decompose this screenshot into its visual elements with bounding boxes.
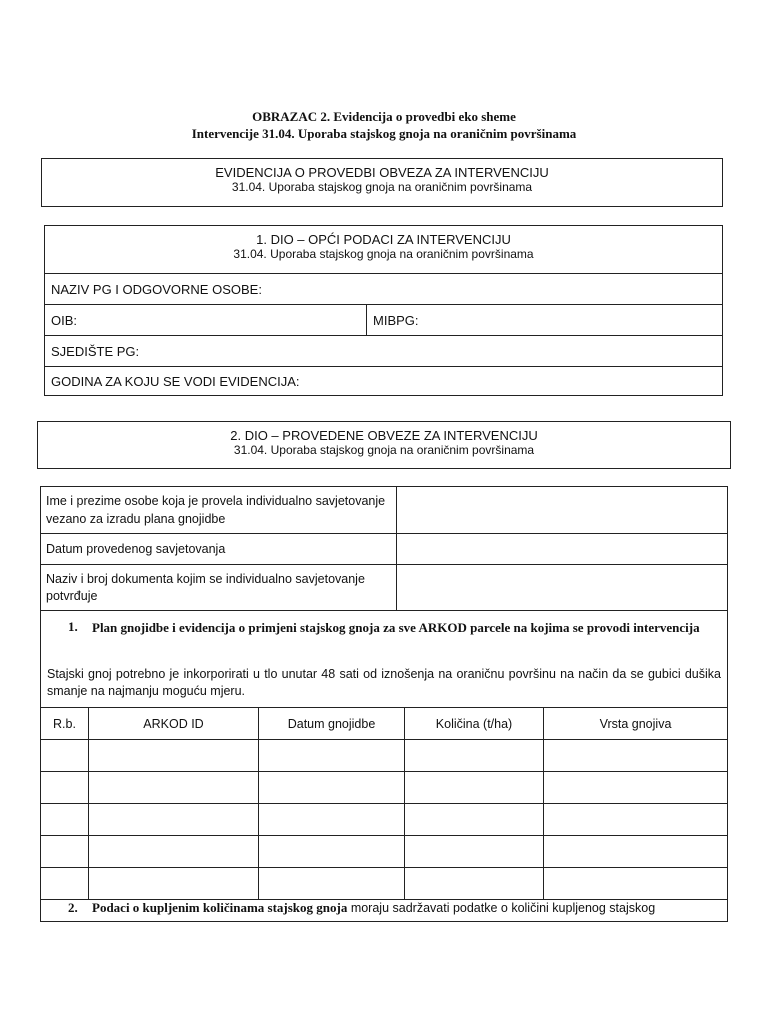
cell-arkod-id[interactable]	[89, 772, 259, 804]
evidence-box-title: EVIDENCIJA O PROVEDBI OBVEZA ZA INTERVENCIJU	[215, 165, 549, 180]
part1-title: 1. DIO – OPĆI PODACI ZA INTERVENCIJU	[256, 232, 511, 247]
cell-arkod-id[interactable]	[89, 836, 259, 868]
field-mibpg[interactable]	[367, 305, 419, 335]
advisory-person-label: Ime i prezime osobe koja je provela individualno savjetovanje vezano za izradu plana gnojidbe	[41, 487, 397, 534]
part1-header	[45, 226, 722, 266]
cell-quantity[interactable]	[405, 868, 544, 900]
cell-quantity[interactable]	[405, 740, 544, 772]
part1-subtitle: 31.04. Uporaba stajskog gnoja na oraničnim površinama	[233, 247, 534, 261]
field-oib[interactable]	[45, 305, 367, 335]
field-seat[interactable]	[45, 335, 722, 366]
cell-date[interactable]	[259, 868, 405, 900]
cell-rb[interactable]	[41, 740, 89, 772]
table-row	[41, 487, 728, 534]
advisory-date-input[interactable]	[397, 534, 728, 565]
field-mibpg-label: MIBPG:	[373, 312, 419, 328]
section1-number: 1.	[68, 619, 78, 634]
cell-date[interactable]	[259, 804, 405, 836]
field-oib-mibpg-row	[45, 304, 722, 335]
section2-paragraph	[92, 900, 721, 916]
cell-rb[interactable]	[41, 868, 89, 900]
cell-rb[interactable]	[41, 836, 89, 868]
advisory-document-label: Naziv i broj dokumenta kojim se individualno savjetovanje potvrđuje	[41, 565, 397, 611]
table-row	[41, 772, 728, 804]
col-fertilizer-type: Vrsta gnojiva	[544, 708, 728, 740]
cell-fertilizer-type[interactable]	[544, 740, 728, 772]
section2-number: 2.	[68, 900, 78, 915]
cell-quantity[interactable]	[405, 772, 544, 804]
advisory-date-label: Datum provedenog savjetovanja	[41, 534, 397, 565]
part2-title: 2. DIO – PROVEDENE OBVEZE ZA INTERVENCIJU	[230, 428, 538, 443]
cell-date[interactable]	[259, 772, 405, 804]
section2-text: moraju sadržavati podatke o količini kupljenog stajskog	[347, 901, 656, 915]
advisory-document-input[interactable]	[397, 565, 728, 611]
part2-subtitle: 31.04. Uporaba stajskog gnoja na oraničnim površinama	[233, 443, 535, 457]
cell-quantity[interactable]	[405, 804, 544, 836]
cell-arkod-id[interactable]	[89, 868, 259, 900]
fertilization-table	[40, 707, 728, 900]
col-date: Datum gnojidbe	[259, 708, 405, 740]
evidence-header-box	[41, 158, 723, 207]
cell-rb[interactable]	[41, 804, 89, 836]
field-year[interactable]	[45, 366, 722, 396]
field-oib-label: OIB:	[51, 312, 78, 328]
col-quantity: Količina (t/ha)	[405, 708, 544, 740]
table-row	[41, 565, 728, 611]
field-seat-label: SJEDIŠTE PG:	[51, 343, 140, 359]
section1-box	[40, 611, 728, 922]
table-row	[41, 740, 728, 772]
table-row	[41, 836, 728, 868]
cell-arkod-id[interactable]	[89, 804, 259, 836]
section1-heading: Plan gnojidbe i evidencija o primjeni stajskog gnoja za sve ARKOD parcele na kojima se provodi intervencija	[92, 620, 700, 635]
evidence-box-subtitle: 31.04. Uporaba stajskog gnoja na oraničnim površinama	[231, 180, 533, 194]
cell-rb[interactable]	[41, 772, 89, 804]
table-header-row	[41, 708, 728, 740]
table-row	[41, 534, 728, 565]
advisory-table	[40, 486, 728, 611]
field-pg-name[interactable]	[45, 273, 722, 304]
field-pg-name-label: NAZIV PG I ODGOVORNE OSOBE:	[51, 281, 262, 297]
cell-fertilizer-type[interactable]	[544, 836, 728, 868]
table-row	[41, 868, 728, 900]
cell-date[interactable]	[259, 740, 405, 772]
cell-arkod-id[interactable]	[89, 740, 259, 772]
part2-box	[37, 421, 731, 469]
col-arkod-id: ARKOD ID	[89, 708, 259, 740]
form-subtitle: Intervencije 31.04. Uporaba stajskog gnoja na oraničnim površinama	[191, 126, 577, 141]
cell-fertilizer-type[interactable]	[544, 772, 728, 804]
cell-fertilizer-type[interactable]	[544, 804, 728, 836]
cell-date[interactable]	[259, 836, 405, 868]
table-row	[41, 804, 728, 836]
form-title: OBRAZAC 2. Evidencija o provedbi eko sheme	[252, 109, 516, 124]
advisory-person-input[interactable]	[397, 487, 728, 534]
section2-heading: Podaci o kupljenim količinama stajskog gnoja	[92, 900, 348, 915]
cell-quantity[interactable]	[405, 836, 544, 868]
section1-note: Stajski gnoj potrebno je inkorporirati u tlo unutar 48 sati od iznošenja na oraničnu površinu na način da se gubici dušika smanje na najmanju moguću mjeru.	[47, 667, 721, 698]
col-rb: R.b.	[41, 708, 89, 740]
field-year-label: GODINA ZA KOJU SE VODI EVIDENCIJA:	[51, 374, 300, 389]
cell-fertilizer-type[interactable]	[544, 868, 728, 900]
part1-box	[44, 225, 723, 396]
